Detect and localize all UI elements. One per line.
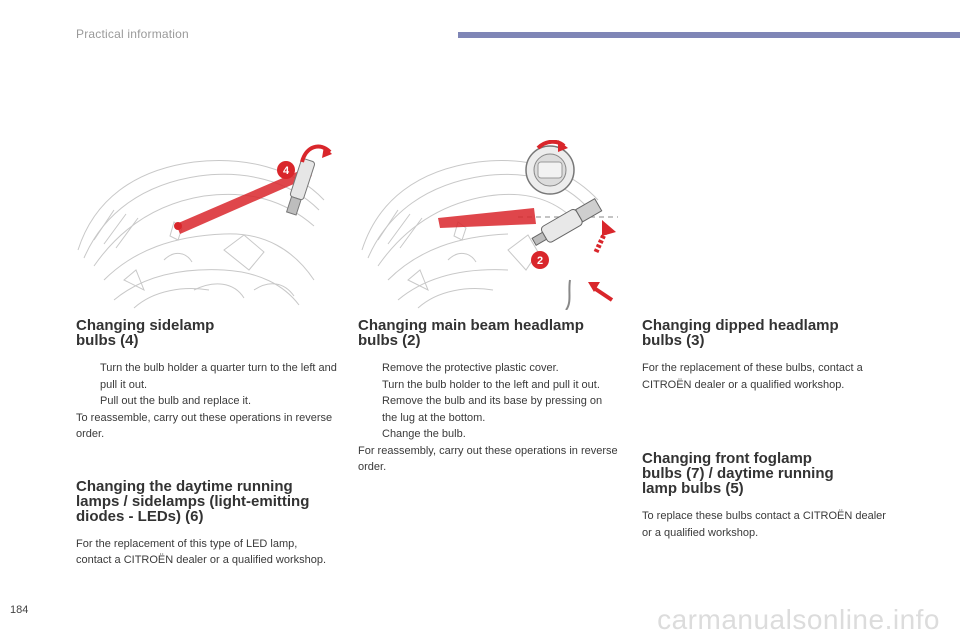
main-beam-steps	[358, 360, 618, 443]
list-item: Turn the bulb holder to the left and pull it out.	[382, 378, 600, 391]
main-beam-title: Changing main beam headlamp bulbs (2)	[358, 317, 584, 349]
list-item: Remove the bulb and its base by pressing on the lug at the bottom.	[382, 395, 603, 424]
foglamp-title: Changing front foglamp bulbs (7) / daytime running lamp bulbs (5)	[642, 450, 834, 497]
dipped-text: For the replacement of these bulbs, contact a CITROËN dealer or a qualified workshop.	[642, 362, 863, 391]
watermark: carmanualsonline.info	[657, 604, 940, 635]
sidelamp-steps	[76, 360, 338, 410]
list-item: Change the bulb.	[382, 428, 466, 440]
main-beam-illustration	[358, 140, 620, 310]
daytime-led-title: Changing the daytime running lamps / sidelamps (light-emitting diodes - LEDs) (6)	[76, 477, 310, 525]
sidelamp-note: To reassemble, carry out these operations in reverse order.	[76, 411, 333, 440]
sidelamp-title: Changing sidelamp bulbs (4)	[76, 317, 215, 349]
header-bar	[458, 32, 960, 38]
list-item: Pull out the bulb and replace it.	[100, 395, 252, 407]
list-item: Remove the protective plastic cover.	[382, 362, 559, 374]
illustration-label-4: 4	[282, 165, 290, 177]
main-beam-note: For reassembly, carry out these operations in reverse order.	[358, 444, 618, 473]
daytime-led-text: For the replacement of this type of LED lamp, contact a CITROËN dealer or a qualified workshop.	[76, 537, 327, 566]
list-item: Turn the bulb holder a quarter turn to the left and pull it out.	[100, 362, 337, 391]
dipped-title: Changing dipped headlamp bulbs (3)	[642, 317, 839, 349]
sidelamp-illustration	[74, 140, 334, 310]
section-header-title: Practical information	[76, 27, 189, 41]
foglamp-text: To replace these bulbs contact a CITROËN dealer or a qualified workshop.	[642, 510, 886, 539]
illustration-label-2: 2	[536, 255, 544, 267]
page-number: 184	[10, 604, 29, 616]
column-left	[76, 318, 338, 569]
column-right	[642, 318, 902, 541]
column-middle	[358, 318, 618, 476]
